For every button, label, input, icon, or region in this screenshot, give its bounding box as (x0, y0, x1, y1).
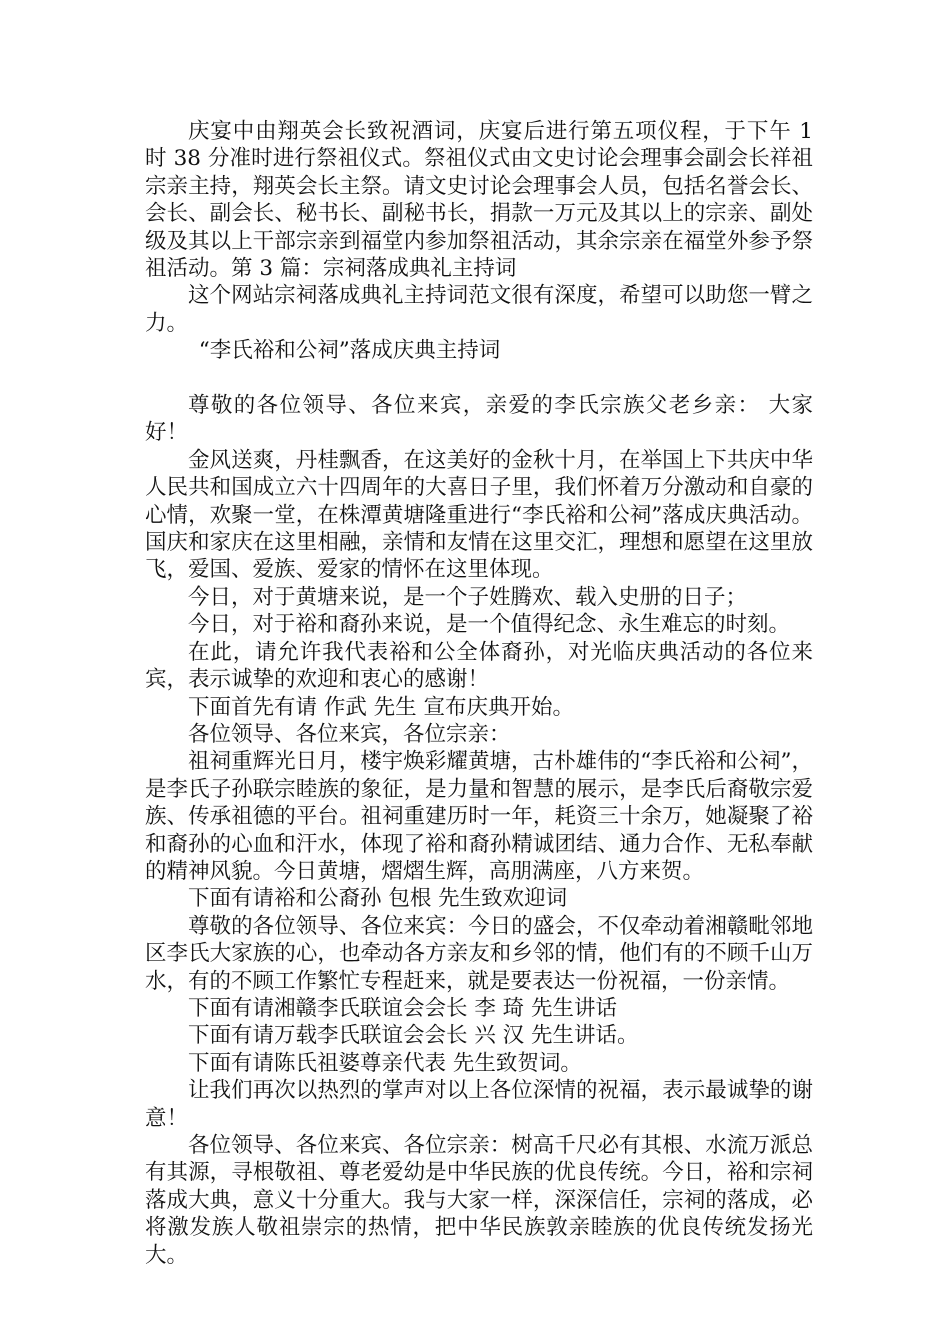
paragraph-ancestral-hall: 祖祠重辉光日月，楼宇焕彩耀黄塘，古朴雄伟的“李氏裕和公祠”，是李氏子孙联宗睦族的象征，是力量和智慧的展示，是李氏后裔敬宗爱族、传承祖德的平台。祖祠重建历时一年，耗资三十余万，她凝聚了裕和裔孙的心血和汗水，体现了裕和裔孙精诚团结、通力合作、无私奉献的精神风貌。今日黄塘，熠熠生辉，高朋满座，八方来贺。 (145, 749, 813, 884)
paragraph-address-guests: 各位领导、各位来宾，各位宗亲： (188, 721, 511, 747)
paragraph-congratulations: 下面有请陈氏祖婆尊亲代表 先生致贺词。 (188, 1050, 582, 1076)
paragraph-speech-xianggan: 下面有请湘赣李氏联谊会会长 李 琦 先生讲话 (188, 995, 618, 1021)
paragraph-banquet-ceremony: 庆宴中由翔英会长致祝酒词，庆宴后进行第五项仪程，于下午 1 时 38 分准时进行祭祖仪式。祭祖仪式由文史讨论会理事会副会长祥祖宗亲主持，翔英会长主祭。请文史讨论会理事会人员，包括名誉会长、会长、副会长、秘书长、副秘书长，捐款一万元及其以上的宗亲、副处级及其以上干部宗亲到福堂内参加祭祖活动，其余宗亲在福堂外参予祭祖活动。第 3 篇：宗祠落成典礼主持词 (145, 119, 813, 282)
blank-line (145, 365, 813, 392)
paragraph-tradition: 各位领导、各位来宾、各位宗亲：树高千尺必有其根、水流万派总有其源，寻根敬祖、尊老爱幼是中华民族的优良传统。今日，裕和宗祠落成大典，意义十分重大。我与大家一样，深深信任，宗祠的落成，必将激发族人敬祖崇宗的热情，把中华民族敦亲睦族的优良传统发扬光大。 (145, 1133, 813, 1268)
paragraph-announce-start: 下面首先有请 作武 先生 宣布庆典开始。 (188, 694, 575, 720)
document-title: “李氏裕和公祠”落成庆典主持词 (198, 338, 501, 364)
paragraph-opening: 金风送爽，丹桂飘香，在这美好的金秋十月，在举国上下共庆中华人民共和国成立六十四周年的大喜日子里，我们怀着万分激动和自豪的心情，欢聚一堂，在株潭黄塘隆重进行“李氏裕和公祠”落成庆典活动。国庆和家庆在这里相融，亲情和友情在这里交汇，理想和愿望在这里放飞，爱国、爱族、爱家的情怀在这里体现。 (145, 447, 813, 583)
paragraph-welcome: 在此，请允许我代表裕和公全体裔孙，对光临庆典活动的各位来宾，表示诚挚的欢迎和衷心的感谢！ (145, 639, 813, 693)
paragraph-applause: 让我们再次以热烈的掌声对以上各位深情的祝福，表示最诚挚的谢意！ (145, 1078, 813, 1131)
paragraph-welcome-speech: 下面有请裕和公裔孙 包根 先生致欢迎词 (188, 886, 568, 912)
paragraph-today-huangtang: 今日，对于黄塘来说，是一个子姓腾欢、载入史册的日子； (188, 584, 748, 610)
paragraph-today-yuhe: 今日，对于裕和裔孙来说，是一个值得纪念、永生难忘的时刻。 (188, 612, 791, 638)
paragraph-website-note: 这个网站宗祠落成典礼主持词范文很有深度，希望可以助您一臂之力。 (145, 283, 813, 336)
paragraph-speech-wanzai: 下面有请万载李氏联谊会会长 兴 汉 先生讲话。 (188, 1023, 639, 1049)
paragraph-grand-event: 尊敬的各位领导、各位来宾：今日的盛会，不仅牵动着湘赣毗邻地区李氏大家族的心，也牵动各方亲友和乡邻的情，他们有的不顾千山万水，有的不顾工作繁忙专程赶来，就是要表达一份祝福，一份亲情。 (145, 913, 813, 994)
paragraph-greeting: 尊敬的各位领导、各位来宾，亲爱的李氏宗族父老乡亲： 大家好！ (145, 393, 813, 446)
document-page (145, 118, 813, 1269)
